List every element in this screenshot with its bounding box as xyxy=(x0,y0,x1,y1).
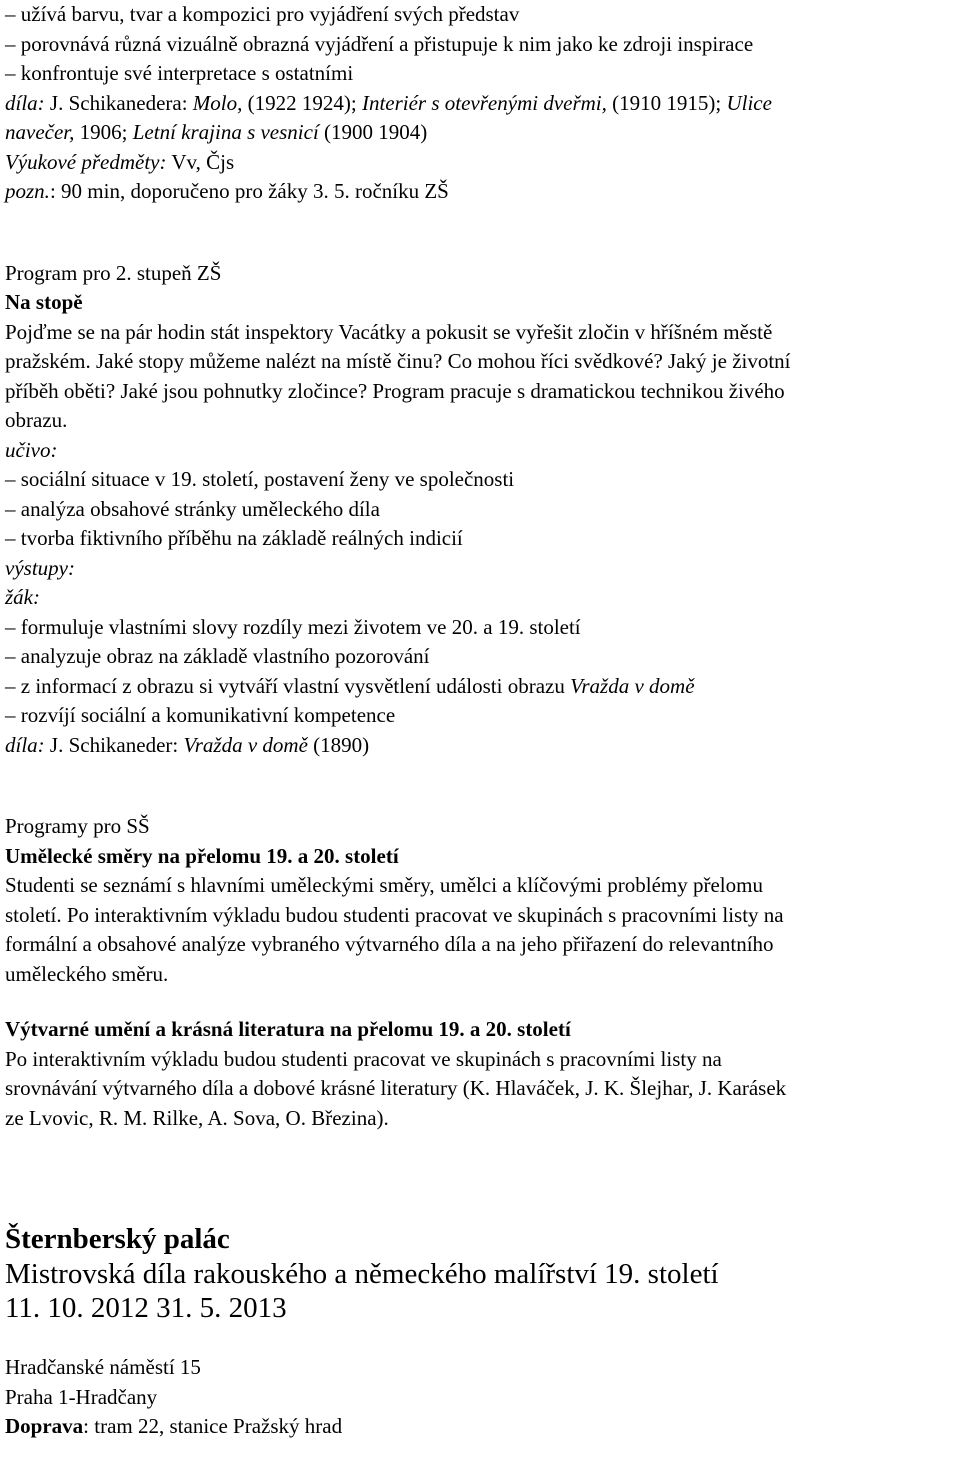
description-line: století. Po interaktivním výkladu budou studenti pracovat ve skupinách s pracovními listy na xyxy=(5,902,784,927)
description-line: pražském. Jaké stopy můžeme nalézt na místě činu? Co mohou říci svědkové? Jaký je životní xyxy=(5,349,791,373)
work-title: Ulice xyxy=(726,90,772,115)
subjects-line xyxy=(5,148,955,178)
transport-label: Doprava xyxy=(5,1414,84,1438)
address-line: Praha 1-Hradčany xyxy=(5,1384,158,1409)
outcome-item xyxy=(5,672,955,702)
exhibition-dates: 11. 10. 2012 31. 5. 2013 xyxy=(5,1292,287,1324)
description-line: formální a obsahové analýze vybraného výtvarného díla a na jeho přiřazení do relevantního xyxy=(5,932,774,956)
curriculum-item: – sociální situace v 19. století, postavení ženy ve společnosti xyxy=(5,467,515,491)
description-line: příběh oběti? Jaké jsou pohnutky zločince? Program pracuje s dramatickou technikou živého xyxy=(5,378,785,403)
work-years: (1922 1924); xyxy=(242,90,362,115)
description-line: Studenti se seznámí s hlavními uměleckými směry, umělci a klíčovými problémy přelomu xyxy=(5,873,763,897)
curriculum-item: – tvorba fiktivního příběhu na základě reálných indicií xyxy=(5,526,463,550)
work-year: (1890) xyxy=(307,732,370,757)
outcomes-label: výstupy: xyxy=(5,555,75,580)
note-value: : 90 min, doporučeno pro žáky 3. 5. ročníku ZŠ xyxy=(49,179,449,203)
program-secondary-section xyxy=(5,259,955,761)
subjects-label: Výukové předměty: xyxy=(5,149,167,174)
work-title: Vražda v domě xyxy=(570,673,695,698)
outcome-item: – analyzuje obraz na základě vlastního pozorování xyxy=(5,644,430,668)
outcome-item: – rozvíjí sociální a komunikativní kompetence xyxy=(5,703,396,727)
exhibition-title: Mistrovská díla rakouského a německého malířství 19. století xyxy=(5,1258,719,1290)
subjects-value: Vv, Čjs xyxy=(166,149,235,174)
works-line xyxy=(5,89,955,119)
transport-line xyxy=(5,1412,955,1442)
works-label: díla: xyxy=(5,732,45,757)
outcome-line: – užívá barvu, tvar a kompozici pro vyjádření svých představ xyxy=(5,2,520,26)
work-years: (1910 1915); xyxy=(606,90,727,115)
description-line: ze Lvovic, R. M. Rilke, A. Sova, O. Březina). xyxy=(5,1105,389,1130)
work-title: Letní krajina s vesnicí xyxy=(132,120,319,144)
program-title: Umělecké směry na přelomu 19. a 20. století xyxy=(5,843,399,868)
note-label: pozn. xyxy=(5,179,50,203)
description-line: obrazu. xyxy=(5,408,68,432)
work-title: navečer, xyxy=(5,120,75,144)
work-title: Molo, xyxy=(192,90,243,115)
outcome-line: – konfrontuje své interpretace s ostatními xyxy=(5,61,354,85)
address-line: Hradčanské náměstí 15 xyxy=(5,1355,201,1379)
program-highschool-section xyxy=(5,812,955,1133)
pupil-label: žák: xyxy=(5,585,40,609)
works-line xyxy=(5,118,955,148)
outcome-item: – formuluje vlastními slovy rozdíly mezi životem ve 20. a 19. století xyxy=(5,614,581,639)
description-line: Po interaktivním výkladu budou studenti pracovat ve skupinách s pracovními listy na xyxy=(5,1046,722,1071)
works-line xyxy=(5,731,955,761)
work-years: (1900 1904) xyxy=(318,120,428,144)
description-line: uměleckého směru. xyxy=(5,961,169,986)
curriculum-item: – analýza obsahové stránky uměleckého díla xyxy=(5,496,380,521)
transport-value: : tram 22, stanice Pražský hrad xyxy=(83,1414,343,1438)
work-title: Vražda v domě xyxy=(183,732,308,757)
section-heading: Programy pro SŠ xyxy=(5,814,150,838)
works-label: díla: xyxy=(5,90,45,115)
works-author: J. Schikaneder: xyxy=(44,732,184,757)
top-section xyxy=(5,0,955,207)
outcome-line: – porovnává různá vizuálně obrazná vyjádření a přistupuje k nim jako ke zdroji inspirace xyxy=(5,31,754,56)
description-line: Pojďme se na pár hodin stát inspektory Vacátky a pokusit se vyřešit zločin v hříšném městě xyxy=(5,319,773,344)
venue-title: Šternberský palác xyxy=(5,1223,230,1255)
work-years: 1906; xyxy=(74,120,133,144)
outcome-text: – z informací z obrazu si vytváří vlastní vysvětlení události obrazu xyxy=(5,673,571,698)
program-title: Na stopě xyxy=(5,290,83,314)
venue-section xyxy=(5,1221,955,1442)
curriculum-label: učivo: xyxy=(5,437,58,462)
program-title: Výtvarné umění a krásná literatura na přelomu 19. a 20. století xyxy=(5,1017,571,1041)
description-line: srovnávání výtvarného díla a dobové krásné literatury (K. Hlaváček, J. K. Šlejhar, J. Karásek xyxy=(5,1076,787,1100)
works-author: J. Schikanedera: xyxy=(44,90,193,115)
note-line xyxy=(5,177,955,207)
work-title: Interiér s otevřenými dveřmi, xyxy=(361,90,607,115)
section-heading: Program pro 2. stupeň ZŠ xyxy=(5,260,222,285)
document-page xyxy=(5,0,955,1442)
